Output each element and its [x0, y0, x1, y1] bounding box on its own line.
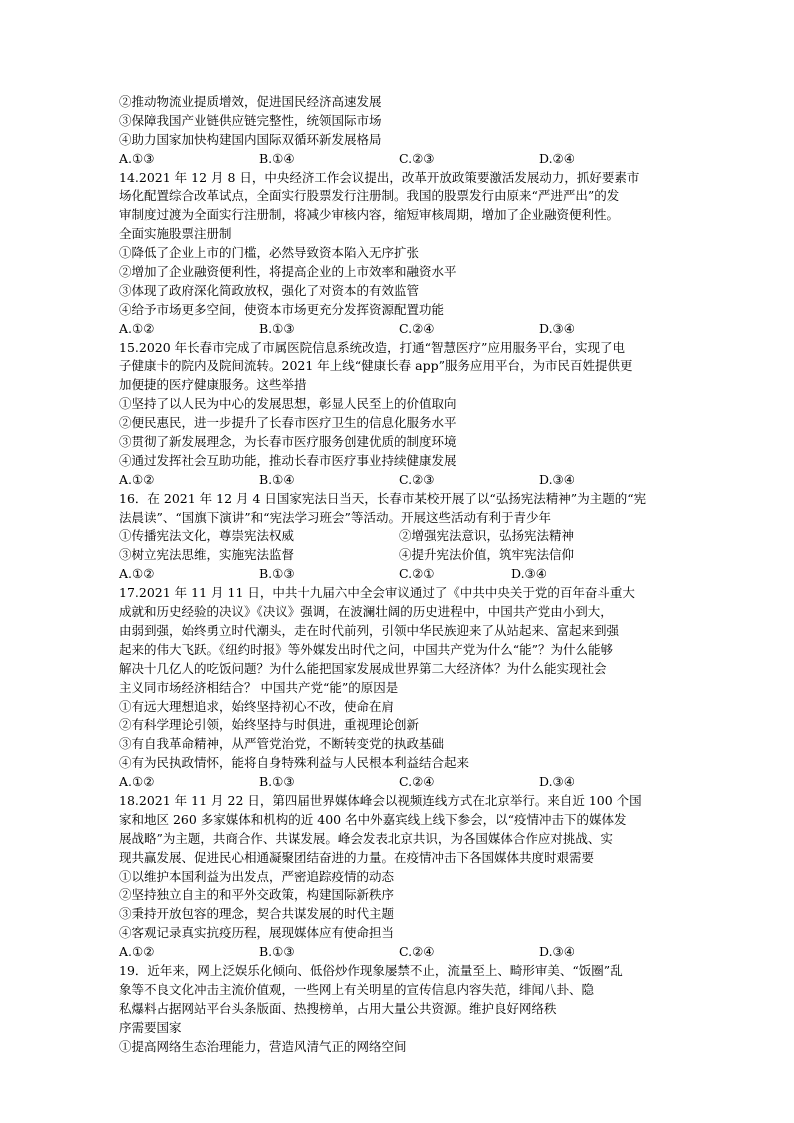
question-19 [119, 962, 679, 1056]
q14-stem-line: 14.2021 年 12 月 8 日，中央经济工作会议提出，改革开放政策要激活发展动力，抓好要素市 [119, 169, 640, 185]
question-16 [119, 490, 679, 584]
q17-item-1: ①有远大理想追求，始终坚持初心不改，使命在肩 [119, 698, 395, 714]
q18-item-1: ①以维护本国利益为出发点，严密追踪疫情的动态 [119, 868, 395, 884]
q18-item-3: ③秉持开放包容的理念，契合共谋发展的时代主题 [119, 906, 395, 922]
option-d[interactable]: D.③④ [539, 944, 575, 960]
option-c[interactable]: C.②④ [399, 944, 435, 960]
q14-item-1: ①降低了企业上市的门槛，必然导致资本陷入无序扩张 [119, 245, 420, 261]
option-d[interactable]: D.③④ [539, 774, 575, 790]
option-a[interactable]: A.①② [119, 944, 155, 960]
q17-item-4: ④有为民执政情怀，能将自身特殊利益与人民根本利益结合起来 [119, 755, 470, 771]
option-d[interactable]: D.③④ [539, 471, 575, 487]
q14-options [119, 320, 679, 339]
q18-stem-line: 现共赢发展、促进民心相通凝聚团结奋进的力量。在疫情冲击下各国媒体共度时艰需要 [119, 849, 595, 865]
q17-stem-line: 解决十几亿人的吃饭问题？为什么能把国家发展成世界第二大经济体？为什么能实现社会 [119, 660, 607, 676]
q14-stem-line: 全面实施股票注册制 [119, 226, 232, 242]
q17-options [119, 773, 679, 792]
option-d[interactable]: D.③④ [539, 320, 575, 336]
q19-stem-line: 私爆料占据网站平台头条版面、热搜榜单，占用大量公共资源。维护良好网络秩 [119, 1000, 557, 1016]
option-b[interactable]: B.①④ [259, 150, 295, 166]
q19-stem-line: 序需要国家 [119, 1019, 182, 1035]
q18-stem-line: 家和地区 260 多家媒体和机构的近 400 名中外嘉宾线上线下参会，以“疫情冲击下的媒体发 [119, 811, 627, 827]
q17-stem-line: 由弱到强，始终勇立时代潮头，走在时代前列，引领中华民族迎来了从站起来、富起来到强 [119, 622, 620, 638]
q15-stem-line: 子健康卡的院内及院间流转。2021 年上线“健康长春 app”服务应用平台，为市民百姓提供更 [119, 358, 633, 374]
q18-options [119, 943, 679, 962]
q19-item-1: ①提高网络生态治理能力，营造风清气正的网络空间 [119, 1038, 407, 1054]
option-c[interactable]: C.②④ [399, 320, 435, 336]
q17-stem-line: 主义同市场经济相结合？ 中国共产党“能”的原因是 [119, 679, 399, 695]
q15-stem-line: 加便捷的医疗健康服务。这些举措 [119, 377, 307, 393]
option-c[interactable]: C.②③ [399, 471, 435, 487]
q16-stem-line: 16．在 2021 年 12 月 4 日国家宪法日当天，长春市某校开展了以“弘扬宪法精神”为主题的“宪 [119, 490, 647, 506]
q15-item-1: ①坚持了以人民为中心的发展思想，彰显人民至上的价值取向 [119, 396, 457, 412]
question-15 [119, 339, 679, 490]
q19-stem-line: 象等不良文化冲击主流价值观，一些网上有关明星的宣传信息内容失范，绯闻八卦、隐 [119, 981, 595, 997]
option-b[interactable]: B.①③ [259, 566, 295, 582]
question-13 [119, 93, 679, 169]
q16-item-4: ④提升宪法价值，筑牢宪法信仰 [399, 547, 575, 563]
question-18 [119, 792, 679, 962]
q17-stem-line: 成就和历史经验的决议》《决议》强调，在波澜壮阔的历史进程中，中国共产党由小到大， [119, 604, 613, 620]
q18-stem-line: 展战略”为主题，共商合作、共谋发展。峰会发表北京共识，为各国媒体合作应对挑战、实 [119, 830, 613, 846]
q15-options [119, 471, 679, 490]
q16-item-2: ②增强宪法意识，弘扬宪法精神 [399, 528, 575, 544]
option-b[interactable]: B.①③ [259, 320, 295, 336]
q14-item-2: ②增加了企业融资便利性，将提高企业的上市效率和融资水平 [119, 264, 457, 280]
option-b[interactable]: B.①④ [259, 471, 295, 487]
q14-stem-line: 审制度过渡为全面实行注册制，将减少审核内容，缩短审核周期，增加了企业融资便利性。 [119, 207, 620, 223]
q17-stem-line: 17.2021 年 11 月 11 日，中共十九届六中全会审议通过了《中共中央关于党的百年奋斗重大 [119, 585, 635, 601]
option-d[interactable]: D.②④ [539, 150, 575, 166]
q16-items-row [119, 546, 679, 565]
q17-stem-line: 起来的伟大飞跃。《纽约时报》等外媒发出时代之问，中国共产党为什么“能”？为什么能够 [119, 641, 614, 657]
option-c[interactable]: C.②① [399, 566, 435, 582]
q16-items-row [119, 527, 679, 546]
q17-item-3: ③有自我革命精神，从严管党治党，不断转变党的执政基础 [119, 736, 445, 752]
q14-item-3: ③体现了政府深化简政放权，强化了对资本的有效监管 [119, 282, 420, 298]
q17-item-2: ②有科学理论引领，始终坚持与时俱进，重视理论创新 [119, 717, 420, 733]
q18-item-2: ②坚持独立自主的和平外交政策，构建国际新秩序 [119, 887, 395, 903]
option-d[interactable]: D.③④ [511, 566, 547, 582]
question-14 [119, 169, 679, 339]
q15-stem-line: 15.2020 年长春市完成了市属医院信息系统改造，打通“智慧医疗”应用服务平台，实现了电 [119, 339, 625, 355]
q15-item-2: ②便民惠民，进一步提升了长春市医疗卫生的信息化服务水平 [119, 415, 457, 431]
option-a[interactable]: A.①② [119, 566, 155, 582]
q16-item-3: ③树立宪法思维，实施宪法监督 [119, 547, 295, 563]
q13-item-4: ④助力国家加快构建国内国际双循环新发展格局 [119, 131, 382, 147]
q18-stem-line: 18.2021 年 11 月 22 日，第四届世界媒体峰会以视频连线方式在北京举行。来自近 100 个国 [119, 792, 642, 808]
q13-item-3: ③保障我国产业链供应链完整性，统领国际市场 [119, 112, 382, 128]
q14-item-4: ④给予市场更多空间，使资本市场更充分发挥资源配置功能 [119, 301, 445, 317]
q15-item-3: ③贯彻了新发展理念，为长春市医疗服务创建优质的制度环境 [119, 434, 457, 450]
option-c[interactable]: C.②④ [399, 774, 435, 790]
option-a[interactable]: A.①② [119, 774, 155, 790]
option-a[interactable]: A.①② [119, 320, 155, 336]
q13-options [119, 150, 679, 169]
option-b[interactable]: B.①③ [259, 774, 295, 790]
q18-item-4: ④客观记录真实抗疫历程，展现媒体应有使命担当 [119, 925, 395, 941]
q19-stem-line: 19．近年来，网上泛娱乐化倾向、低俗炒作现象屡禁不止，流量至上、畸形审美、“饭圈”乱 [119, 962, 623, 978]
question-17 [119, 584, 679, 792]
q13-item-2: ②推动物流业提质增效，促进国民经济高速发展 [119, 94, 382, 109]
q16-stem-line: 法晨读”、“国旗下演讲”和“宪法学习班会”等活动。开展这些活动有利于青少年 [119, 509, 551, 525]
option-c[interactable]: C.②③ [399, 150, 435, 166]
q14-stem-line: 场化配置综合改革试点，全面实行股票发行注册制。我国的股票发行由原来“严进严出”的发 [119, 188, 620, 204]
option-b[interactable]: B.①③ [259, 944, 295, 960]
option-a[interactable]: A.①③ [119, 150, 155, 166]
q16-item-1: ①传播宪法文化，尊崇宪法权威 [119, 528, 295, 544]
exam-page [119, 93, 679, 1056]
q15-item-4: ④通过发挥社会互助功能，推动长春市医疗事业持续健康发展 [119, 452, 457, 468]
option-a[interactable]: A.①② [119, 471, 155, 487]
q16-options [119, 565, 679, 584]
